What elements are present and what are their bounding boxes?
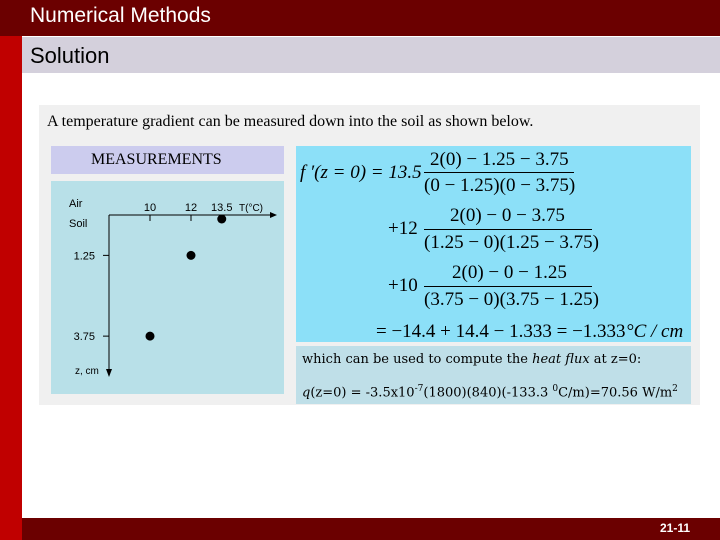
- equation-result: = −14.4 + 14.4 − 1.333 = −1.333: [376, 321, 626, 342]
- flux-eq-b: (1800)(840)(-133.3: [423, 385, 553, 401]
- term1-fraction-bar: [424, 172, 574, 173]
- term1-denominator: (0 − 1.25)(0 − 3.75): [424, 175, 576, 196]
- y-tick-label: 3.75: [73, 331, 95, 344]
- slide-subtitle: Solution: [30, 43, 110, 68]
- y-axis-label: z, cm: [75, 366, 99, 377]
- term2-denominator: (1.25 − 0)(1.25 − 3.75): [424, 232, 599, 253]
- flux-eq-a: (z=0) = -3.5x10: [310, 385, 415, 401]
- measurement-point: [217, 215, 226, 224]
- measurements-label: MEASUREMENTS: [91, 151, 222, 168]
- slide-title: Numerical Methods: [30, 4, 211, 27]
- left-accent-bar: [0, 0, 22, 540]
- measurements-header: [51, 146, 284, 174]
- flux-eq-exponent: -7: [414, 384, 424, 394]
- flux-intro-a: which can be used to compute the: [302, 352, 533, 367]
- flux-eq-degree: 0: [552, 384, 559, 394]
- flux-q-symbol: q: [302, 385, 311, 401]
- flux-intro-line: [302, 352, 641, 367]
- flux-eq-square: 2: [672, 384, 678, 394]
- title-bar: [0, 0, 720, 36]
- measurement-point: [146, 332, 155, 341]
- page-number: 21-11: [659, 521, 690, 535]
- content-panel: [39, 105, 700, 405]
- flux-intro-heat-flux: heat flux: [532, 352, 590, 367]
- x-axis-label: T(°C): [239, 203, 263, 214]
- heat-flux-box: [296, 346, 691, 404]
- term3-numerator: 2(0) − 0 − 1.25: [452, 262, 567, 283]
- x-tick-label: 12: [184, 202, 198, 214]
- term3-coefficient: +10: [388, 275, 418, 296]
- soil-label: Soil: [69, 218, 88, 230]
- result-unit: °C / cm: [626, 321, 684, 342]
- term2-numerator: 2(0) − 0 − 3.75: [450, 205, 565, 226]
- term3-fraction-bar: [424, 286, 592, 287]
- flux-intro-c: at z=0:: [589, 352, 642, 367]
- flux-eq-c: C/m)=70.56 W/m: [558, 385, 673, 401]
- term2-coefficient: +12: [388, 218, 418, 239]
- x-tick-label: 10: [143, 202, 157, 214]
- subtitle-bar: [22, 37, 720, 73]
- y-tick-label: 1.25: [73, 250, 95, 263]
- measurement-plot-box: [51, 181, 284, 394]
- temperature-profile-plot: [51, 181, 284, 394]
- footer-bar: [22, 518, 720, 540]
- term3-denominator: (3.75 − 0)(3.75 − 1.25): [424, 289, 599, 310]
- term1-numerator: 2(0) − 1.25 − 3.75: [430, 149, 569, 170]
- flux-equation-line: [302, 384, 678, 400]
- y-axis-arrow-icon: [106, 369, 112, 377]
- measurement-point: [187, 251, 196, 260]
- term2-fraction-bar: [424, 229, 592, 230]
- air-label: Air: [69, 198, 83, 210]
- equation-lhs: f ′(z = 0) = 13.5: [300, 162, 422, 183]
- derivative-equation-box: [296, 146, 691, 342]
- intro-text: A temperature gradient can be measured down into the soil as shown below.: [47, 113, 534, 130]
- x-tick-label: 13.5: [211, 202, 233, 214]
- x-axis-arrow-icon: [270, 212, 277, 218]
